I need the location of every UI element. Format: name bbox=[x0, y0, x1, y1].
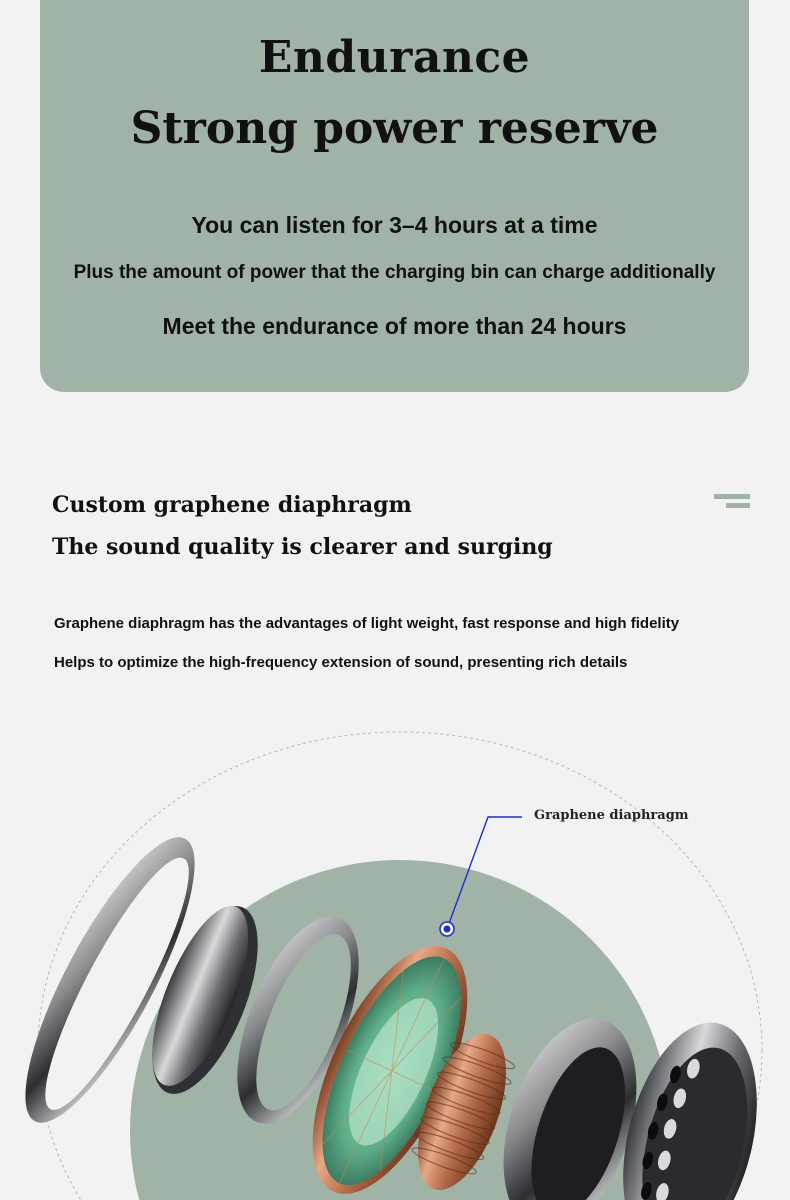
graphene-heading: Custom graphene diaphragm bbox=[52, 492, 412, 518]
listen-duration-text: You can listen for 3–4 hours at a time bbox=[191, 212, 598, 238]
graphene-subheading: The sound quality is clearer and surging bbox=[52, 534, 553, 560]
callout-label: Graphene diaphragm bbox=[534, 808, 689, 823]
graphene-advantages-text: Graphene diaphragm has the advantages of light weight, fast response and high fidelity bbox=[54, 615, 680, 632]
high-frequency-text: Helps to optimize the high-frequency extension of sound, presenting rich details bbox=[54, 654, 628, 671]
endurance-subtitle: Strong power reserve bbox=[130, 103, 659, 154]
endurance-card bbox=[40, 0, 749, 392]
total-endurance-text: Meet the endurance of more than 24 hours bbox=[162, 313, 627, 339]
charging-bin-text: Plus the amount of power that the charging bin can charge additionally bbox=[73, 262, 716, 283]
menu-lines-icon bbox=[714, 494, 750, 510]
driver-exploded-view bbox=[0, 720, 790, 1200]
endurance-title: Endurance bbox=[258, 32, 531, 83]
